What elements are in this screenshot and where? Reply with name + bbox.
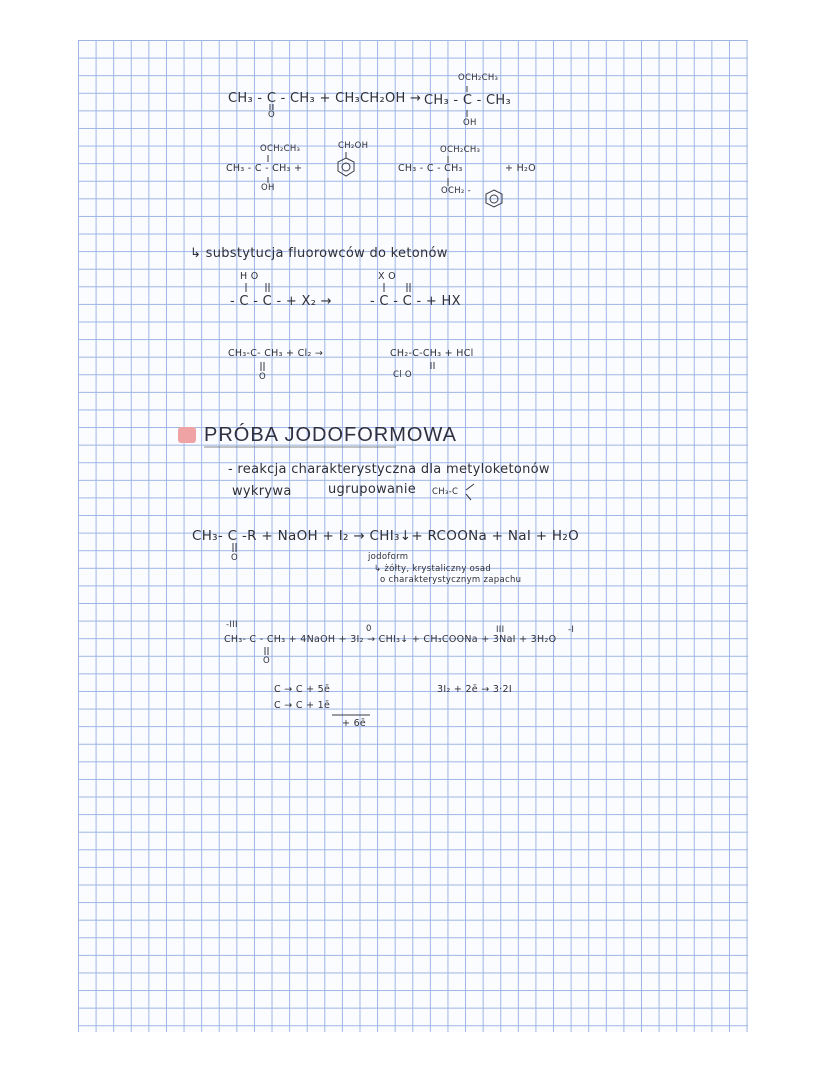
r6-o: O [263, 656, 270, 666]
desc-co-b [466, 494, 471, 500]
r5-note2: o charakterystycznym zapachu [380, 575, 522, 585]
r4-rhs: CH₂-C-CH₃ + HCl [390, 348, 474, 359]
r2-water: + H₂O [505, 163, 536, 174]
benzene-inner-left [342, 163, 350, 171]
benzene-inner-right [490, 195, 498, 203]
r2-rhs-top: OCH₂CH₃ [440, 145, 481, 155]
desc-group: CH₃-C [432, 487, 459, 497]
r4-lhs-o: O [259, 372, 266, 382]
section-title: PRÓBA JODOFORMOWA [204, 424, 457, 446]
eb-row2: C → C + 1ē [274, 700, 331, 711]
r6-ox-left: -III [226, 620, 238, 630]
r2-lhs: CH₃ - C - CH₃ + [226, 163, 303, 174]
r1-bottom-group: OH [463, 118, 477, 128]
benzene-ring-left [338, 158, 354, 176]
r1-top-group: OCH₂CH₃ [458, 73, 499, 83]
desc-line2-a: wykrywa [232, 484, 292, 499]
r2-rhs-bottom: OCH₂ - [441, 186, 471, 196]
r6-ox-zero: 0 [366, 624, 372, 634]
r3-lhs: - C - C - + X₂ → [230, 294, 332, 309]
eb-iodine: 3I₂ + 2ē → 3·2I [437, 684, 512, 695]
r1-oxygen: O [268, 110, 275, 120]
r1-rhs: CH₃ - C - CH₃ [424, 93, 512, 108]
r5-equation: CH₃- C -R + NaOH + I₂ → CHI₃↓+ RCOONa + NaI + H₂O [192, 528, 580, 544]
r4-rhs-sub: Cl O [393, 370, 412, 380]
r2-lhs-top: OCH₂CH₃ [260, 144, 301, 154]
r6-equation: CH₃- C - CH₃ + 4NaOH + 3I₂ → CHI₃↓ + CH₃COONa + 3NaI + 3H₂O [224, 634, 557, 645]
r1-lhs: CH₃ - C - CH₃ + CH₃CH₂OH → [228, 91, 422, 106]
r5-label: jodoform [368, 552, 409, 562]
r2-rhs: CH₃ - C - CH₃ [398, 163, 463, 174]
r5-o: O [231, 553, 238, 563]
r2-lhs-bottom: OH [261, 183, 275, 193]
r3-top-left: H O [240, 271, 259, 282]
desc-line2-b: ugrupowanie [328, 482, 417, 497]
desc-co-a [466, 484, 474, 490]
benzene-ring-right [486, 190, 502, 207]
r6-ox-ii: III [496, 625, 505, 635]
r2-benzyl-top: CH₂OH [338, 141, 369, 151]
r6-ox-minus: -I [568, 625, 575, 635]
r5-note1: ↳ żółty, krystaliczny osad [374, 564, 492, 574]
eb-row1: C → C + 5ē [274, 684, 331, 695]
r3-top-right: X O [378, 271, 396, 282]
halogen-note: ↳ substytucja fluorowców do ketonów [190, 246, 448, 261]
r3-rhs: - C - C - + HX [370, 294, 461, 309]
eb-sum: + 6ē [342, 718, 367, 729]
r4-lhs: CH₃-C- CH₃ + Cl₂ → [228, 348, 324, 359]
desc-line1: - reakcja charakterystyczna dla metyloketonów [228, 462, 550, 477]
